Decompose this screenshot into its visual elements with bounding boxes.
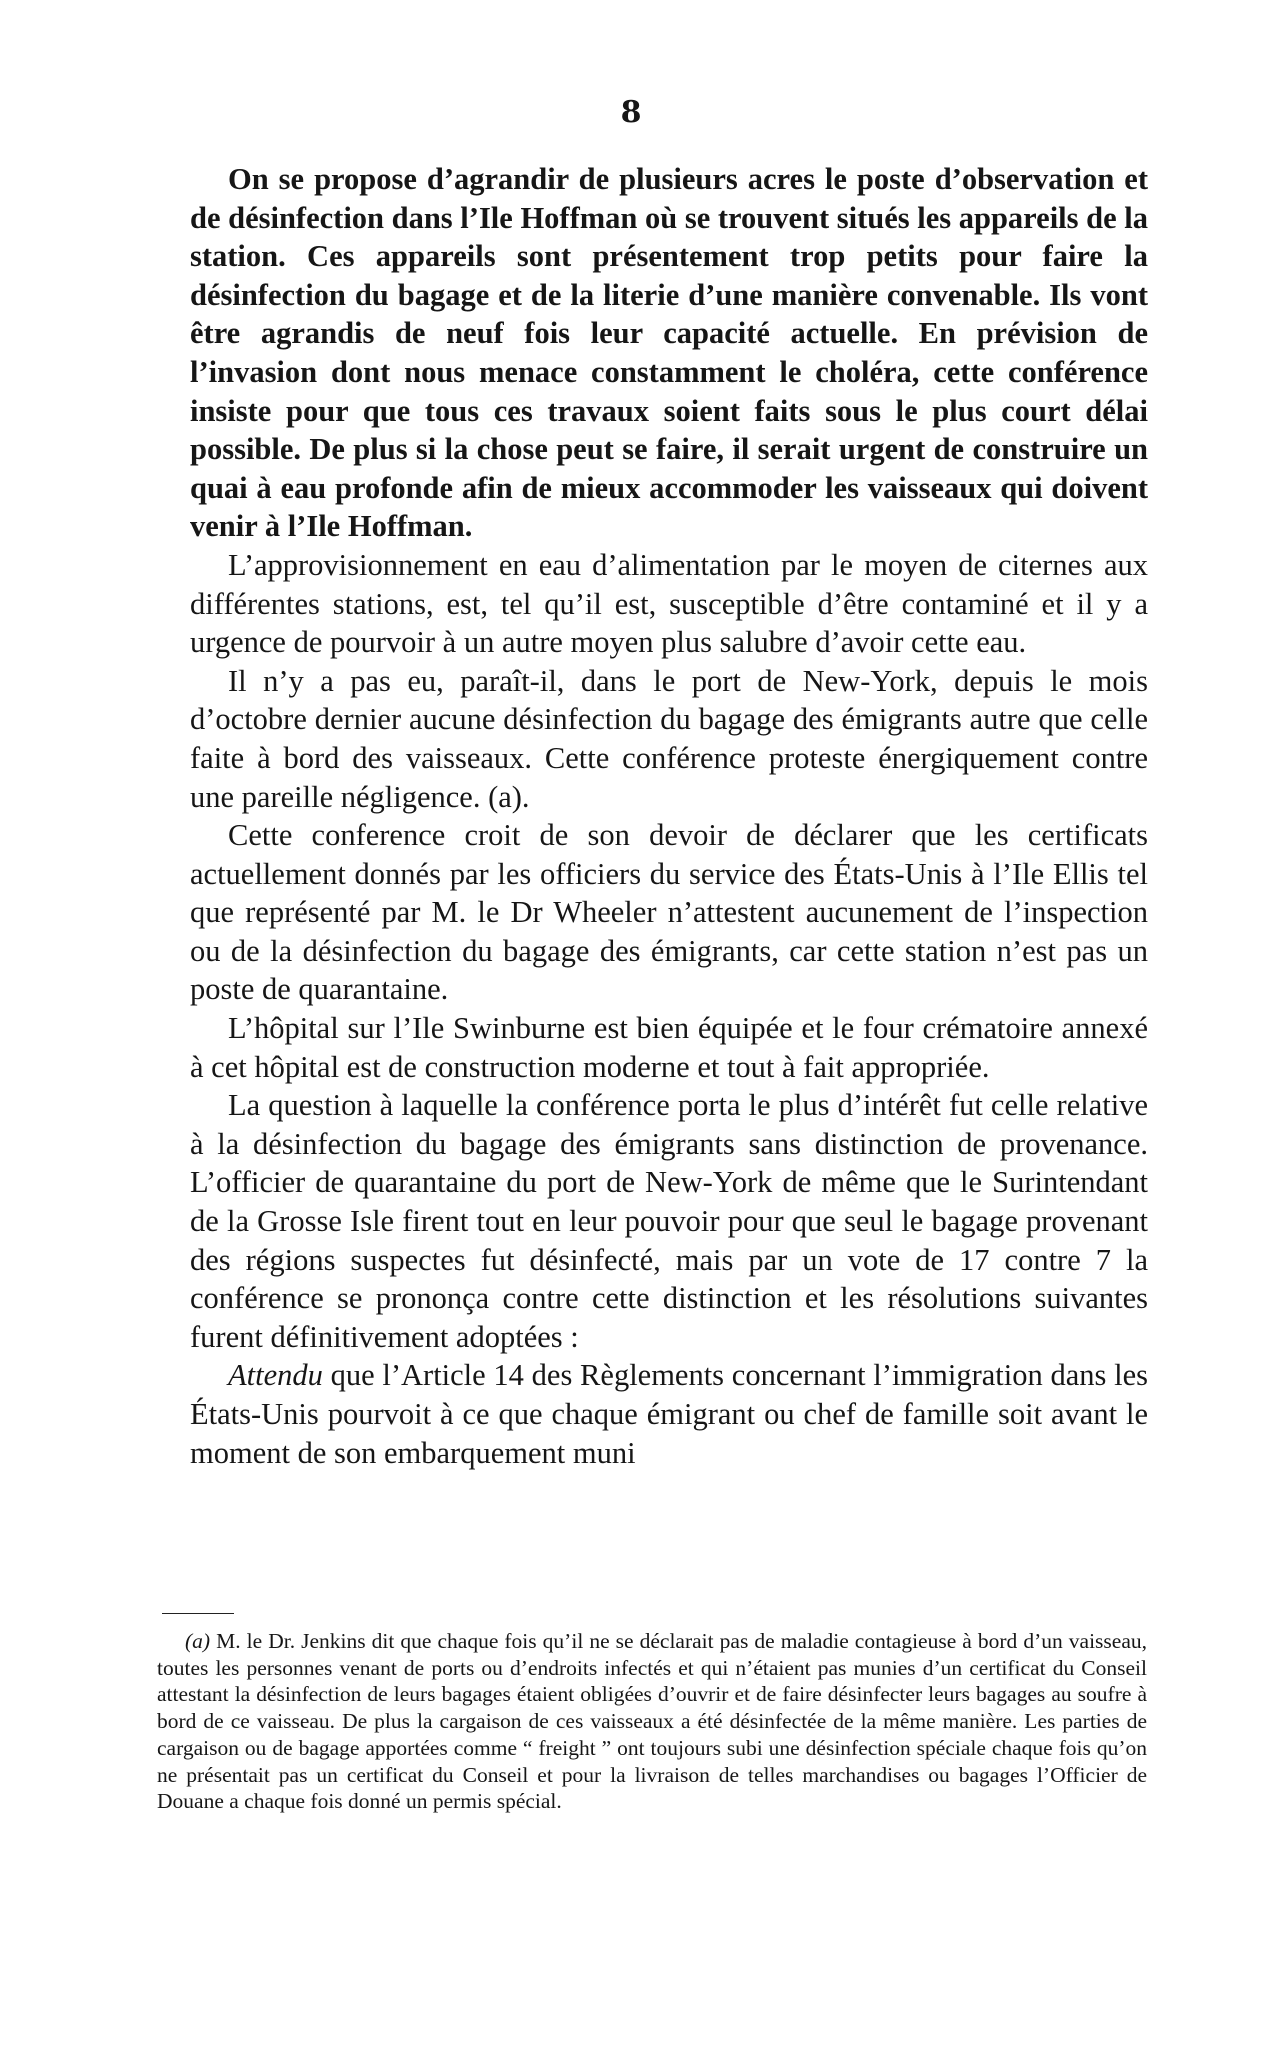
footnote-separator [162,1613,234,1614]
paragraph-6: La question à laquelle la conférence porta le plus d’intérêt fut celle relative à la désinfection du bagage des émigrants sans distinction de provenance. L’officier de quarantaine du port de New-York de même que le Surintendant de la Grosse Isle firent tout en leur pouvoir pour que seul le bagage provenant des régions suspectes fut désinfecté, mais par un vote de 17 contre 7 la conférence se prononça contre cette distinction et les résolutions suivantes furent définitivement adoptées : [190,1088,1148,1354]
paragraph-3: Il n’y a pas eu, paraît-il, dans le port de New-York, depuis le mois d’octobre dernier aucune désinfection du bagage des émigrants autre que celle faite à bord des vaisseaux. Cette conférence proteste énergiquement contre une pareille négligence. (a). [190,663,1148,814]
body-text [190,160,1148,1472]
footnote-paragraph [157,1628,1147,1815]
paragraph-7-lead-word: Attendu [228,1358,323,1393]
page-number: 8 [620,95,642,130]
paragraph-7 [190,1356,1148,1472]
paragraph-4: Cette conference croit de son devoir de déclarer que les certificats actuellement donnés par les officiers du service des États-Unis à l’Ile Ellis tel que représenté par M. le Dr Wheeler n’attestent aucunement de l’inspection ou de la désinfection du bagage des émigrants, car cette station n’est pas un poste de quarantaine. [190,818,1148,1007]
footnote-marker: (a) [185,1629,211,1653]
paragraph-2: L’approvisionnement en eau d’alimentation par le moyen de citernes aux différentes stations, est, tel qu’il est, susceptible d’être contaminé et il y a urgence de pourvoir à un autre moyen plus salubre d’avoir cette eau. [190,547,1148,660]
paragraph-5: L’hôpital sur l’Ile Swinburne est bien équipée et le four crématoire annexé à cet hôpital est de construction moderne et tout à fait appropriée. [190,1011,1148,1084]
footnote [157,1628,1147,1815]
paragraph-7-rest: que l’Article 14 des Règlements concernant l’immigration dans les États-Unis pourvoit à ce que chaque émigrant ou chef de famille soit avant le moment de son embarquement muni [190,1358,1148,1470]
footnote-text: M. le Dr. Jenkins dit que chaque fois qu’il ne se déclarait pas de maladie contagieuse à bord d’un vaisseau, toutes les personnes venant de ports ou d’endroits infectés et qui n’étaient pas munies d’un certificat du Conseil attestant la désinfection de leurs bagages étaient obligées d’ouvrir et de faire désinfecter leurs bagages au soufre à bord de ce vaisseau. De plus la cargaison de ces vaisseaux a été désinfectée de la même manière. Les parties de cargaison ou de bagage apportées comme “ freight ” ont toujours subi une désinfection spéciale chaque fois qu’on ne présentait pas un certificat du Conseil et pour la livraison de telles marchandises ou bagages l’Officier de Douane a chaque fois donné un permis spécial. [157,1629,1147,1814]
paragraph-1: On se propose d’agrandir de plusieurs acres le poste d’observation et de désinfection dans l’Ile Hoffman où se trouvent situés les appareils de la station. Ces appareils sont présentement trop petits pour faire la désinfection du bagage et de la literie d’une manière convenable. Ils vont être agrandis de neuf fois leur capacité actuelle. En prévision de l’invasion dont nous menace constamment le choléra, cette conférence insiste pour que tous ces travaux soient faits sous le plus court délai possible. De plus si la chose peut se faire, il serait urgent de construire un quai à eau profonde afin de mieux accommoder les vaisseaux qui doivent venir à l’Ile Hoffman. [190,162,1148,544]
